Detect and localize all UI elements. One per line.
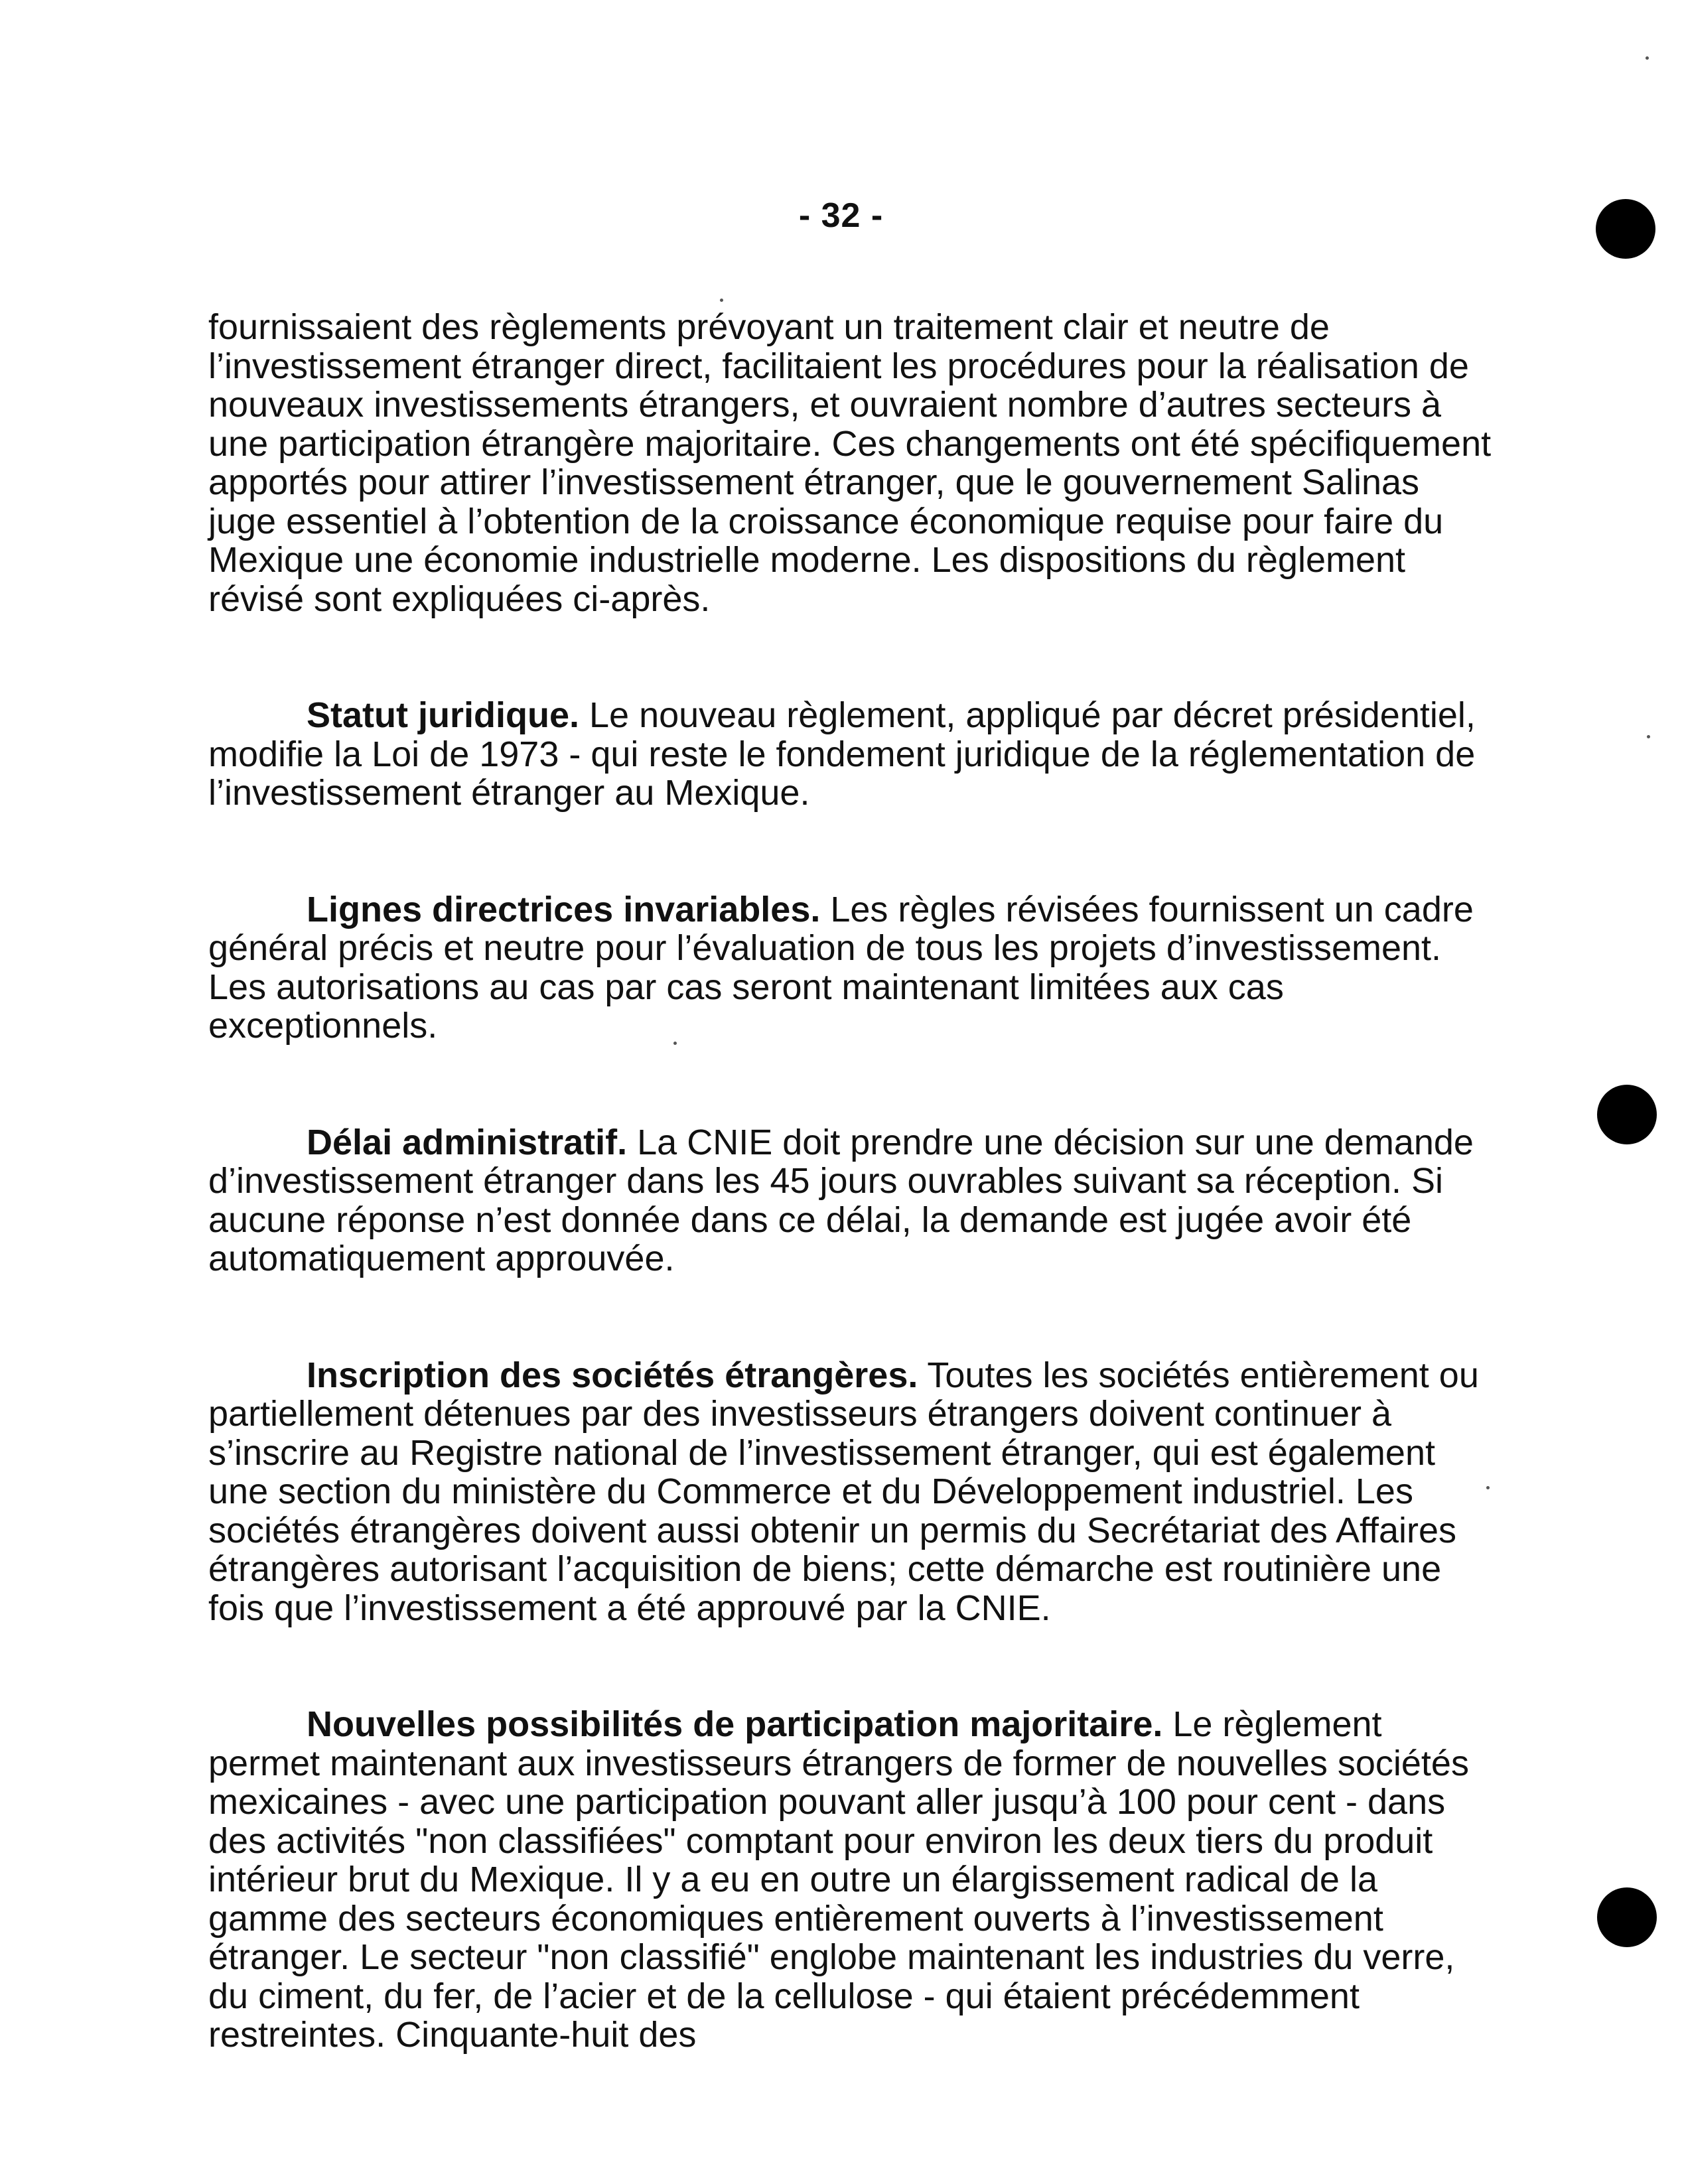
document-body: [208, 308, 1496, 2132]
paragraph-text: La CNIE doit prendre une décision sur une demande d’investissement étranger dans les 45 jours ouvrables suivant sa réception. Si aucune réponse n’est donnée dans ce délai, la demande est jugée avoir été automatiquement approuvée.: [208, 1122, 1474, 1278]
scan-speck: [1486, 1486, 1490, 1489]
paragraph-text: Toutes les sociétés entièrement ou partiellement détenues par des investisseurs étrangers doivent continuer à s’inscrire au Registre national de l’investissement étranger, qui est également une section du ministère du Commerce et du Développement industriel. Les sociétés étrangères doivent aussi obtenir un permis du Secrétariat des Affaires étrangères autorisant l’acquisition de biens; cette démarche est routinière une fois que l’investissement a été approuvé par la CNIE.: [208, 1355, 1479, 1628]
scan-speck: [1647, 735, 1650, 738]
paragraph-intro: [208, 308, 1496, 618]
paragraph-delai-administratif: [208, 1123, 1496, 1278]
punch-hole: [1597, 1887, 1657, 1947]
scan-speck: [1646, 56, 1649, 60]
punch-hole: [1597, 1085, 1657, 1144]
paragraph-heading: Nouvelles possibilités de participation majoritaire.: [307, 1704, 1163, 1744]
paragraph-text: Le règlement permet maintenant aux investisseurs étrangers de former de nouvelles sociétés mexicaines - avec une participation pouvant aller jusqu’à 100 pour cent - dans des activités "non classifiées" comptant pour environ les deux tiers du produit intérieur brut du Mexique. Il y a eu en outre un élargissement radical de la gamme des secteurs économiques entièrement ouverts à l’investissement étranger. Le secteur "non classifié" englobe maintenant les industries du verre, du ciment, du fer, de l’acier et de la cellulose - qui étaient précédemment restreintes. Cinquante-huit des: [208, 1704, 1469, 2055]
paragraph-text: Les règles révisées fournissent un cadre général précis et neutre pour l’évaluation de tous les projets d’investissement. Les autorisations au cas par cas seront maintenant limitées aux cas exceptionnels.: [208, 889, 1474, 1046]
paragraph-heading: Délai administratif.: [307, 1122, 628, 1162]
scan-speck: [673, 1042, 677, 1045]
paragraph-heading: Statut juridique.: [307, 695, 579, 735]
paragraph-text: Le nouveau règlement, appliqué par décret présidentiel, modifie la Loi de 1973 - qui reste le fondement juridique de la réglementation de l’investissement étranger au Mexique.: [208, 695, 1476, 813]
paragraph-lignes-directrices: [208, 890, 1496, 1046]
page-number: - 32 -: [798, 196, 884, 235]
paragraph-heading: Lignes directrices invariables.: [307, 889, 821, 929]
scan-speck: [720, 299, 723, 302]
punch-hole: [1596, 199, 1655, 259]
paragraph-participation-majoritaire: [208, 1705, 1496, 2055]
paragraph-statut-juridique: [208, 696, 1496, 813]
paragraph-inscription-societes: [208, 1356, 1496, 1628]
paragraph-text: fournissaient des règlements prévoyant un traitement clair et neutre de l’investissement étranger direct, facilitaient les procédures pour la réalisation de nouveaux investissements étrangers, et ouvraient nombre d’autres secteurs à une participation étrangère majoritaire. Ces changements ont été spécifiquement apportés pour attirer l’investissement étranger, que le gouvernement Salinas juge essentiel à l’obtention de la croissance économique requise pour faire du Mexique une économie industrielle moderne. Les dispositions du règlement révisé sont expliquées ci-après.: [208, 307, 1492, 619]
paragraph-heading: Inscription des sociétés étrangères.: [307, 1355, 918, 1395]
